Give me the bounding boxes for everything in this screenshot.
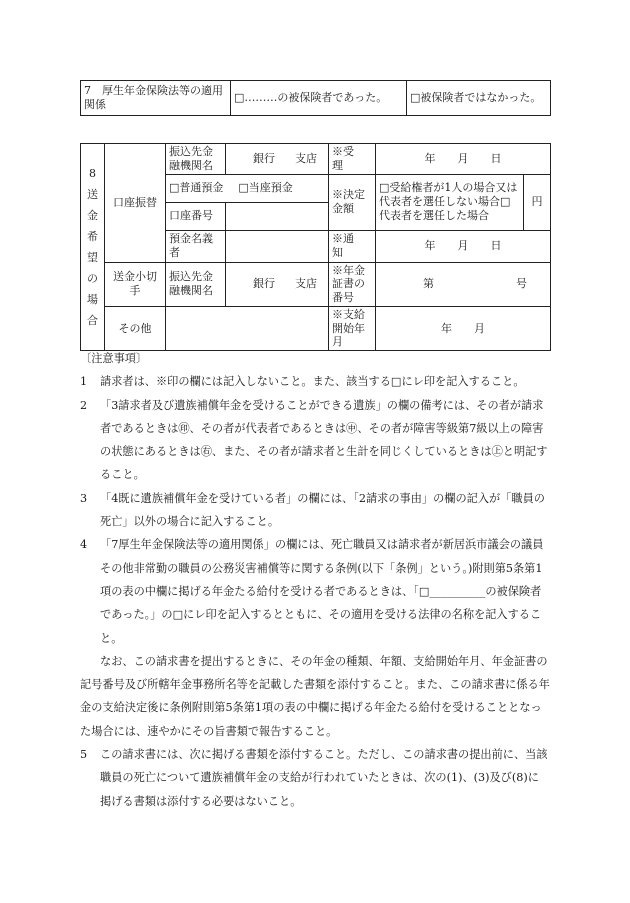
yokin-meigi-label: 預金名義者	[166, 230, 226, 262]
nenkin-shosho-label: ※年金証書の番号	[329, 262, 376, 306]
note-item-2: 2 「3請求者及び遺族補償年金を受けることができる遺族」の欄の備考には、その者が請求者であるときは㊞、その者が代表者であるときは㊥、その者が障害等級第7級以上の障害の状態にあるときは㊨、また、その者が請求者と生計を同じくしているときは㊤と明記すること。	[80, 398, 548, 482]
kettei-options[interactable]: □受給権者が1人の場合又は代表者を選任しない場合□代表者を選任した場合	[376, 174, 524, 230]
section7-table	[80, 80, 551, 116]
toza-yokin-checkbox[interactable]: □当座預金	[238, 181, 293, 195]
note-item-3: 3 「4既に遺族補償年金を受けている者」の欄には、「2請求の事由」の欄の記入が「職員の死亡」以外の場合に記入すること。	[80, 491, 545, 529]
tsuchi-date: 年 月 日	[376, 230, 551, 262]
shikyu-kaishi-label: ※支給開始年 月	[329, 306, 376, 350]
shikyu-date: 年 月	[376, 306, 551, 350]
yen-unit: 円	[524, 174, 551, 230]
bank-name2-field[interactable]: 銀行 支店	[226, 262, 329, 306]
koza-bango-label: 口座番号	[166, 202, 226, 230]
section8-table	[80, 143, 551, 351]
uketsuke-date: 年 月 日	[376, 144, 551, 175]
section7-label: 7 厚生年金保険法等の適用関係	[81, 81, 231, 116]
account-type-field[interactable]	[166, 174, 329, 202]
sokin-kogitte-label: 送金小切手	[105, 262, 166, 306]
note-item-4-paragraph: なお、この請求書を提出するときに、その年金の種類、年額、支給開始年月、年金証書の記号番号及び所轄年金事務所名等を記載した書類を添付すること。また、この請求書に係る年金の支給決定後に条例附則第5条第1項の表の中欄に掲げる年金たる給付を受けることとなった場合には、速やかにその旨書類で報告すること。	[80, 654, 550, 738]
notes-heading: 〔注意事項〕	[80, 352, 148, 365]
notes-section	[80, 347, 550, 813]
section8-vertical-label: 8 送 金 希 望 の 場 合	[81, 144, 105, 351]
section7-option-not-insured[interactable]: □被保険者ではなかった。	[407, 81, 551, 116]
nenkin-shosho-number[interactable]: 第 号	[376, 262, 551, 306]
futsu-yokin-checkbox[interactable]: □普通預金	[169, 181, 224, 195]
tsuchi-label: ※通 知	[329, 230, 376, 262]
account-number-field[interactable]	[226, 202, 329, 230]
koza-furikae-label: 口座振替	[105, 144, 166, 263]
furikomi-kikan-label: 振込先金融機関名	[166, 144, 226, 175]
note-item-1: 1 請求者は、※印の欄には記入しないこと。また、該当する□にレ印を記入すること。	[80, 375, 525, 389]
bank-name-field[interactable]: 銀行 支店	[226, 144, 329, 175]
section7-option-insured[interactable]: □………の被保険者であった。	[231, 81, 407, 116]
account-holder-field[interactable]	[226, 230, 329, 262]
note-item-4: 4 「7厚生年金保険法等の適用関係」の欄には、死亡職員又は請求者が新居浜市議会の議員その他非常勤の職員の公務災害補償等に関する条例(以下「条例」という。)附則第5条第1項の表の中欄に掲げる年金たる給付を受ける者であるときは、「□__________の被保険者であった。」の□にレ印を記入するとともに、その適用を受ける法律の名称を記入すること。	[80, 538, 544, 645]
furikomi-kikan2-label: 振込先金融機関名	[166, 262, 226, 306]
uketsuke-label: ※受 理	[329, 144, 376, 175]
note-item-5: 5 この請求書には、次に掲げる書類を添付すること。ただし、この請求書の提出前に、当該職員の死亡について遺族補償年金の支給が行われていたときは、次の(1)、(3)及び(8)に掲げる書類は添付する必要はないこと。	[80, 748, 548, 808]
sonota-label: その他	[105, 306, 166, 350]
kettei-kingaku-label: ※決定金額	[329, 174, 376, 230]
sonota-field[interactable]	[166, 306, 329, 350]
